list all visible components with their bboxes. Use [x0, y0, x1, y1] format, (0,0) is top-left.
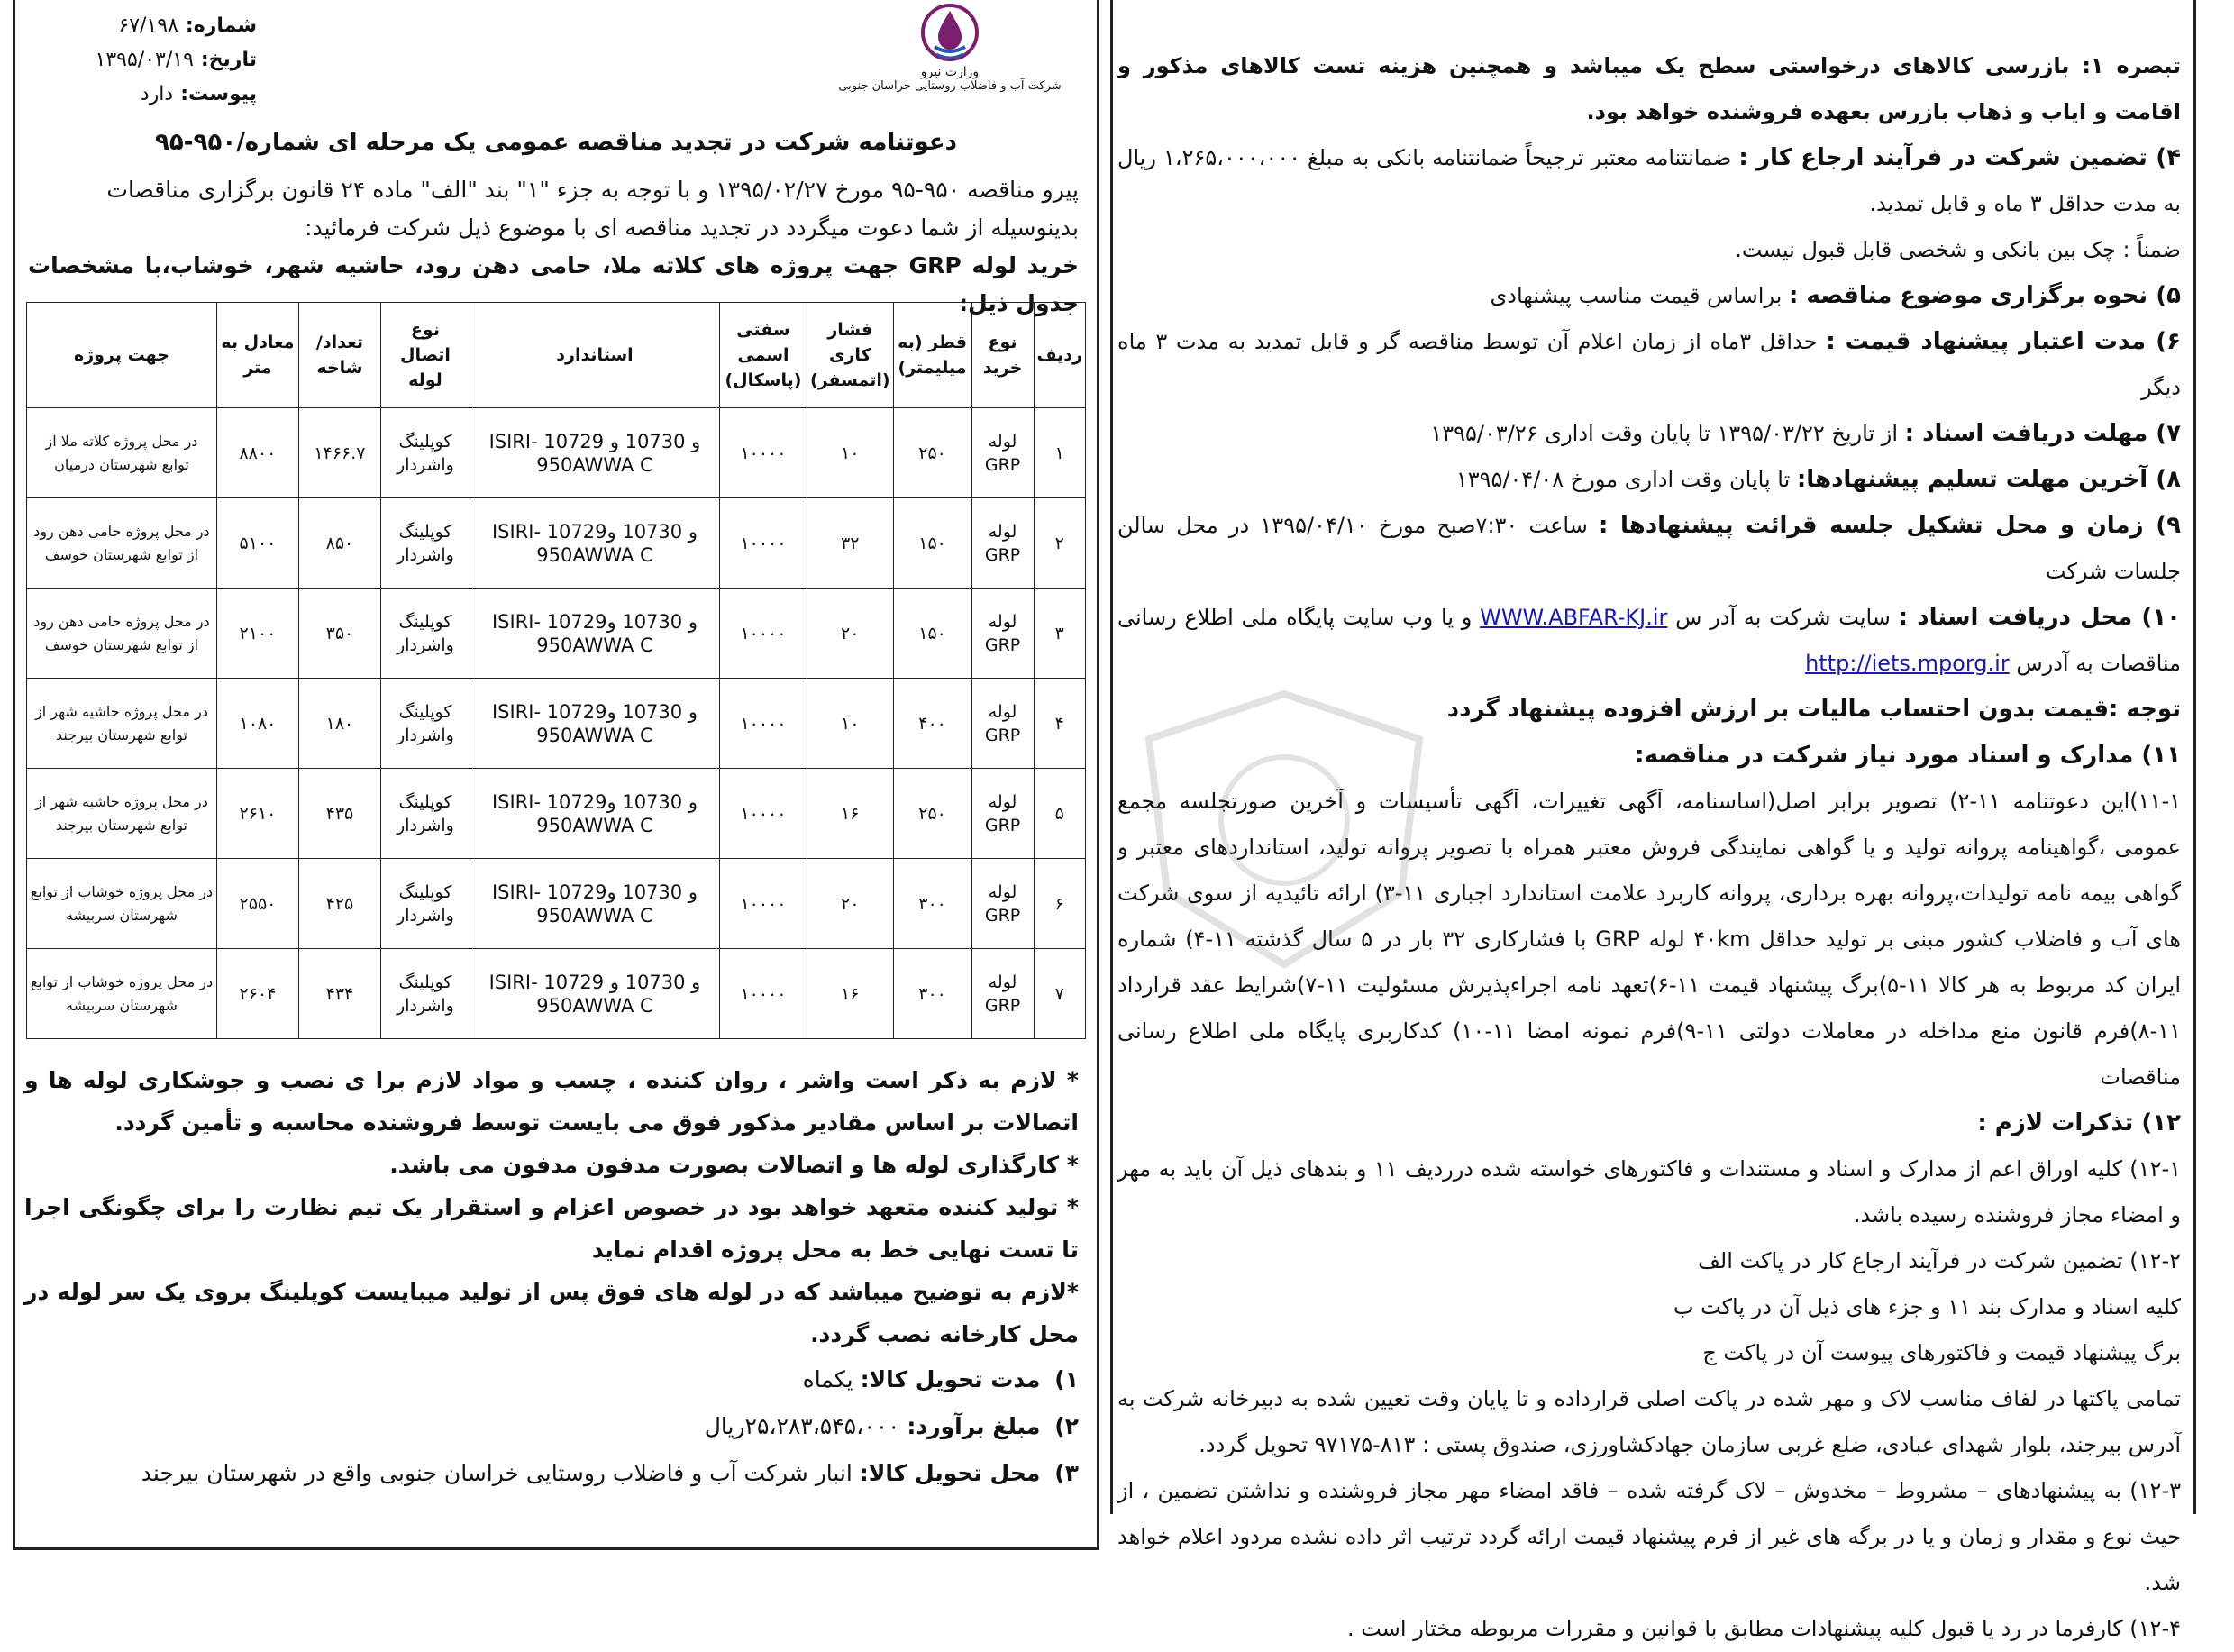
letter-attachment-label: پیوست: [180, 83, 257, 105]
cell-count: ۳۵۰ [298, 589, 380, 679]
cell-project: در محل پروژه کلاته ملا از توابع شهرستان درمیان [27, 408, 217, 498]
note-item: * کارگذاری لوله ها و اتصالات بصورت مدفون مدفون می باشد. [389, 1152, 1079, 1178]
letter-meta [41, 9, 257, 112]
col-header-pressure: فشار کاری (اتمسفر) [807, 303, 893, 408]
item-12-1: ۱۲-۱) کلیه اوراق اعم از مدارک و اسناد و مستندات و فاکتورهای خواسته شده درردیف ۱۱ و بندهای ذیل آن باید به مهر و امضاء مجاز فروشنده رسیده باشد. [1117, 1156, 2182, 1228]
cell-project: در محل پروژه حاشیه شهر از توابع شهرستان بیرجند [27, 769, 217, 859]
item-12-3: ۱۲-۳) به پیشنهادهای – مشروط – مخدوش – لاک گرفته شده – فاقد امضاء مهر مجاز فروشنده و نداشتن تضمین ، از حیث نوع و مقدار و زمان و یا در برگه های غیر از فرم پیشنهاد قیمت ارائه گردد ترتیب اثر داده نشده مردود اعلام خواهد شد. [1117, 1478, 2181, 1595]
cell-connection: کوپلینگ واشردار [380, 949, 470, 1039]
cell-row-number: ۴ [1034, 679, 1085, 769]
cell-meters: ۲۶۰۴ [216, 949, 298, 1039]
note-item: *لازم به توضیح میباشد که در لوله های فوق پس از تولید میبایست کوپلینگ بروی یک سر لوله در محل کارخانه نصب گردد. [24, 1279, 1079, 1347]
cell-purchase-type: لوله GRP [971, 769, 1034, 859]
note-1-inspection: تبصره ۱: بازرسی کالاهای درخواستی سطح یک میباشد و همچنین هزینه تست کالاهای مذکور و اقامت و ایاب و ذهاب بازرس بعهده فروشنده خواهد بود. [1117, 53, 2181, 124]
cell-count: ۱۸۰ [298, 679, 380, 769]
table-notes [24, 1059, 1079, 1355]
letter-attachment-row [41, 78, 257, 112]
table-row [27, 408, 1086, 498]
letter-attachment-value: دارد [140, 83, 174, 105]
item-10-label: ۱۰) محل دریافت اسناد : [1898, 604, 2181, 631]
item-9-opening [1117, 503, 2181, 595]
cell-count: ۴۳۴ [298, 949, 380, 1039]
cell-stiffness: ۱۰۰۰۰ [719, 498, 807, 589]
delivery-item-value: ۲۵،۲۸۳،۵۴۵،۰۰۰ریال [704, 1413, 900, 1439]
col-header-standard: استاندارد [470, 303, 719, 408]
cell-standard: ISIRI- 10729و 10730 و 950AWWA C [470, 859, 719, 949]
item-8-label: ۸) آخرین مهلت تسلیم پیشنهادها: [1796, 466, 2181, 493]
cell-connection: کوپلینگ واشردار [380, 769, 470, 859]
letter-number-label: شماره: [185, 14, 257, 37]
cell-project: در محل پروژه خوشاب از توابع شهرستان سربیشه [27, 859, 217, 949]
cell-stiffness: ۱۰۰۰۰ [719, 859, 807, 949]
col-header-purchase-type: نوع خرید [971, 303, 1034, 408]
cell-pressure: ۲۰ [807, 859, 893, 949]
item-7-label: ۷) مهلت دریافت اسناد : [1904, 420, 2181, 447]
water-ministry-logo-icon [918, 0, 981, 67]
table-row [27, 949, 1086, 1039]
cell-connection: کوپلینگ واشردار [380, 408, 470, 498]
col-header-diameter: قطر (به میلیمتر) [893, 303, 971, 408]
delivery-item-number: ۱) [1054, 1366, 1079, 1392]
item-7-deadline [1117, 411, 2181, 457]
watermark-shield-icon [1131, 685, 1437, 973]
invitation-title: دعوتنامه شرکت در تجدید مناقصه عمومی یک مرحله ای شماره/۹۵۰-۹۵ [155, 129, 957, 156]
cell-row-number: ۱ [1034, 408, 1085, 498]
intro-line-2: بدینوسیله از شما دعوت میگردد در تجدید مناقصه ای با موضوع ذیل شرکت فرمائید: [305, 214, 1079, 241]
cell-diameter: ۱۵۰ [893, 498, 971, 589]
item-10-text-b: و یا وب سایت پایگاه ملی اطلاع رسانی مناقصات به آدرس [1117, 605, 2181, 676]
cell-diameter: ۳۰۰ [893, 949, 971, 1039]
cell-count: ۴۳۵ [298, 769, 380, 859]
cell-purchase-type: لوله GRP [971, 949, 1034, 1039]
table-row [27, 589, 1086, 679]
delivery-item-value: یکماه [802, 1366, 853, 1392]
delivery-item [24, 1403, 1079, 1450]
cell-meters: ۱۰۸۰ [216, 679, 298, 769]
cell-standard: ISIRI- 10729و 10730 و 950AWWA C [470, 769, 719, 859]
organization-logo-block [819, 0, 1081, 117]
cell-pressure: ۱۶ [807, 949, 893, 1039]
delivery-item-label: مدت تحویل کالا: [860, 1366, 1041, 1392]
logo-line-1: وزارت نیرو [920, 65, 980, 79]
vat-notice: توجه :قیمت بدون احتساب مالیات بر ارزش افزوده پیشنهاد گردد [1446, 696, 2181, 723]
cell-standard: ISIRI- 10729و 10730 و 950AWWA C [470, 679, 719, 769]
item-4-text: ضمانتنامه معتبر ترجیحاً ضمانتنامه بانکی به مبلغ ۱،۲۶۵،۰۰۰،۰۰۰ ریال به مدت حداقل ۳ ماه و قابل تمدید. [1117, 145, 2181, 216]
table-row [27, 859, 1086, 949]
col-header-project: جهت پروژه [27, 303, 217, 408]
col-header-count: تعداد/ شاخه [298, 303, 380, 408]
letter-number-value: ۶۷/۱۹۸ [118, 14, 178, 37]
cell-count: ۴۲۵ [298, 859, 380, 949]
item-8-text: تا پایان وقت اداری مورخ ۱۳۹۵/۰۴/۰۸ [1455, 467, 1791, 492]
cell-diameter: ۳۰۰ [893, 859, 971, 949]
item-6-validity [1117, 319, 2181, 411]
cell-meters: ۵۱۰۰ [216, 498, 298, 589]
item-4-label: ۴) تضمین شرکت در فرآیند ارجاع کار : [1738, 144, 2181, 171]
cell-pressure: ۱۰ [807, 679, 893, 769]
cell-purchase-type: لوله GRP [971, 498, 1034, 589]
cell-diameter: ۲۵۰ [893, 769, 971, 859]
item-10-documents [1117, 595, 2181, 687]
invitation-intro [28, 171, 1079, 323]
cell-stiffness: ۱۰۰۰۰ [719, 769, 807, 859]
cell-meters: ۲۶۱۰ [216, 769, 298, 859]
cell-standard: ISIRI- 10729 و 10730 و 950AWWA C [470, 949, 719, 1039]
item-6-label: ۶) مدت اعتبار پیشنهاد قیمت : [1826, 328, 2181, 355]
letter-date-value: ۱۳۹۵/۰۳/۱۹ [95, 49, 194, 71]
cell-count: ۸۵۰ [298, 498, 380, 589]
delivery-item-number: ۲) [1054, 1413, 1079, 1439]
cell-standard: ISIRI- 10729و 10730 و 950AWWA C [470, 589, 719, 679]
cell-stiffness: ۱۰۰۰۰ [719, 949, 807, 1039]
note-item: * تولید کننده متعهد خواهد بود در خصوص اعزام و استقرار یک تیم نظارت را برای چگونگی اجرا تا تست نهایی خط به محل پروژه اقدام نماید [24, 1194, 1079, 1263]
cell-purchase-type: لوله GRP [971, 859, 1034, 949]
cell-diameter: ۴۰۰ [893, 679, 971, 769]
item-12-4: ۱۲-۴) کارفرما در رد یا قبول کلیه پیشنهادات مطابق با قوانین و مقررات مربوطه مختار است . [1346, 1616, 2181, 1641]
cell-diameter: ۱۵۰ [893, 589, 971, 679]
item-12-2b: کلیه اسناد و مدارک بند ۱۱ و جزء های ذیل آن در پاکت ب [1673, 1294, 2181, 1319]
cell-pressure: ۳۲ [807, 498, 893, 589]
cell-diameter: ۲۵۰ [893, 408, 971, 498]
item-5-text: براساس قیمت مناسب پیشنهادی [1490, 283, 1783, 308]
cell-pressure: ۲۰ [807, 589, 893, 679]
cell-count: ۱۴۶۶.۷ [298, 408, 380, 498]
cell-standard: ISIRI- 10729و 10730 و 950AWWA C [470, 498, 719, 589]
cell-meters: ۲۵۵۰ [216, 859, 298, 949]
iets-website-link[interactable]: http://iets.mporg.ir [1805, 651, 2010, 676]
item-11-heading: ۱۱) مدارک و اسناد مورد نیاز شرکت در مناقصه: [1635, 742, 2181, 769]
col-header-connection: نوع اتصال لوله [380, 303, 470, 408]
delivery-item-label: محل تحویل کالا: [859, 1460, 1041, 1486]
pipe-spec-table [26, 302, 1086, 1039]
cell-connection: کوپلینگ واشردار [380, 859, 470, 949]
cell-stiffness: ۱۰۰۰۰ [719, 408, 807, 498]
cell-row-number: ۵ [1034, 769, 1085, 859]
delivery-item-label: مبلغ برآورد: [907, 1413, 1041, 1439]
item-10-text-a: سایت شرکت به آدر س [1675, 605, 1891, 630]
letter-number-row [41, 9, 257, 43]
item-6-text: حداقل ۳ماه از زمان اعلام آن توسط مناقصه گر و قابل تمدید به مدت ۳ ماه دیگر [1117, 329, 2181, 400]
company-website-link[interactable]: WWW.ABFAR-KJ.ir [1480, 605, 1668, 630]
delivery-item [24, 1356, 1079, 1403]
note-item: * لازم به ذکر است واشر ، روان کننده ، چسب و مواد لازم برا ی نصب و جوشکاری لوله ها و اتصالات بر اساس مقادیر مذکور فوق می بایست توسط فروشنده محاسبه و تأمین گردد. [24, 1067, 1079, 1136]
table-row [27, 769, 1086, 859]
col-header-row-number: ردیف [1034, 303, 1085, 408]
cell-connection: کوپلینگ واشردار [380, 498, 470, 589]
item-8-submission [1117, 457, 2181, 503]
logo-line-2: شرکت آب و فاضلاب روستایی خراسان جنوبی [838, 79, 1062, 93]
cell-project: در محل پروژه حامی دهن رود از توابع شهرستان خوسف [27, 498, 217, 589]
cell-stiffness: ۱۰۰۰۰ [719, 679, 807, 769]
cell-purchase-type: لوله GRP [971, 408, 1034, 498]
intro-line-3: خرید لوله GRP جهت پروژه های کلاته ملا، حامی دهن رود، حاشیه شهر، خوشاب،با مشخصات جدول ذیل: [28, 252, 1079, 316]
cell-row-number: ۶ [1034, 859, 1085, 949]
letter-date-label: تاریخ: [200, 49, 257, 71]
item-5-label: ۵) نحوه برگزاری موضوع مناقصه : [1789, 282, 2181, 309]
invitation-column [13, 0, 1099, 1550]
table-row [27, 679, 1086, 769]
cell-standard: ISIRI- 10729 و 10730 و 950AWWA C [470, 408, 719, 498]
col-header-meters: معادل به متر [216, 303, 298, 408]
item-4-note: ضمناً : چک بین بانکی و شخصی قابل قبول نیست. [1735, 237, 2181, 262]
cell-row-number: ۳ [1034, 589, 1085, 679]
cell-project: در محل پروژه حاشیه شهر از توابع شهرستان بیرجند [27, 679, 217, 769]
cell-pressure: ۱۶ [807, 769, 893, 859]
cell-row-number: ۷ [1034, 949, 1085, 1039]
item-12-2: ۱۲-۲) تضمین شرکت در فرآیند ارجاع کار در پاکت الف [1698, 1248, 2181, 1273]
cell-project: در محل پروژه خوشاب از توابع شهرستان سربیشه [27, 949, 217, 1039]
cell-row-number: ۲ [1034, 498, 1085, 589]
item-9-text: ساعت ۷:۳۰صبح مورخ ۱۳۹۵/۰۴/۱۰ در محل سالن جلسات شرکت [1117, 513, 2181, 584]
cell-stiffness: ۱۰۰۰۰ [719, 589, 807, 679]
cell-purchase-type: لوله GRP [971, 679, 1034, 769]
item-11-body: ۱۱-۱)این دعوتنامه ۱۱-۲) تصویر برابر اصل(اساسنامه، آگهی تغییرات، آگهی تأسیسات و آخرین صورتجلسه مجمع عمومی ،گواهینامه پروانه تولید و یا گواهی نمایندگی فروش معتبر همراه با تصویر پروانه تولید، استانداردهای معتبر و گواهی بیمه نامه تولیدات،پروانه بهره برداری، پروانه کاربرد علامت استاندارد اجباری ۱۱-۳) ارائه تائیدیه از سوی شرکت های آب و فاضلاب کشور مبنی بر تولید حداقل ۴۰km لوله GRP با فشارکاری ۳۲ بار در ۵ سال گذشته ۱۱-۴) شماره ایران کد مربوط به هر کالا ۱۱-۵)برگ پیشنهاد قیمت ۱۱-۶)تعهد نامه اجراءپذیرش مسئولیت ۱۱-۷)شرایط عقد قرارداد ۱۱-۸)فرم قانون منع مداخله در معاملات دولتی ۱۱-۹)فرم نمونه امضا ۱۱-۱۰) کدکاربری پایگاه ملی اطلاع رسانی مناقصات [1117, 789, 2182, 1090]
table-row [27, 498, 1086, 589]
item-5-method [1117, 273, 2181, 319]
cell-purchase-type: لوله GRP [971, 589, 1034, 679]
delivery-item-value: انبار شرکت آب و فاضلاب روستایی خراسان جنوبی واقع در شهرستان بیرجند [141, 1460, 853, 1486]
cell-connection: کوپلینگ واشردار [380, 679, 470, 769]
letter-date-row [41, 43, 257, 78]
delivery-info [24, 1356, 1079, 1497]
cell-connection: کوپلینگ واشردار [380, 589, 470, 679]
delivery-item [24, 1450, 1079, 1497]
intro-line-1: پیرو مناقصه ۹۵۰-۹۵ مورخ ۱۳۹۵/۰۲/۲۷ و با توجه به جزء "۱" بند "الف" ماده ۲۴ قانون برگزاری مناقصات [106, 177, 1079, 203]
item-4-guarantee [1117, 135, 2181, 227]
item-7-text: از تاریخ ۱۳۹۵/۰۳/۲۲ تا پایان وقت اداری ۱۳۹۵/۰۳/۲۶ [1430, 421, 1899, 446]
item-12-heading: ۱۲) تذکرات لازم : [1977, 1109, 2181, 1136]
cell-pressure: ۱۰ [807, 408, 893, 498]
delivery-item-number: ۳) [1054, 1460, 1079, 1486]
item-12-2d: تمامی پاکتها در لفاف مناسب لاک و مهر شده در پاکت اصلی قرارداده و تا پایان وقت تعیین شده به دبیرخانه شرکت به آدرس بیرجند، بلوار شهدای عبادی، ضلع غربی سازمان جهادکشاورزی، صندوق پستی : ۸۱۳-۹۷۱۷۵ تحویل گردد. [1117, 1386, 2181, 1457]
item-9-label: ۹) زمان و محل تشکیل جلسه قرائت پیشنهادها : [1599, 512, 2181, 539]
cell-meters: ۸۸۰۰ [216, 408, 298, 498]
table-header-row [27, 303, 1086, 408]
col-header-stiffness: سفتی اسمی (پاسکال) [719, 303, 807, 408]
item-12-2c: برگ پیشنهاد قیمت و فاکتورهای پیوست آن در پاکت ج [1702, 1340, 2181, 1365]
cell-meters: ۲۱۰۰ [216, 589, 298, 679]
cell-project: در محل پروژه حامی دهن رود از توابع شهرستان خوسف [27, 589, 217, 679]
